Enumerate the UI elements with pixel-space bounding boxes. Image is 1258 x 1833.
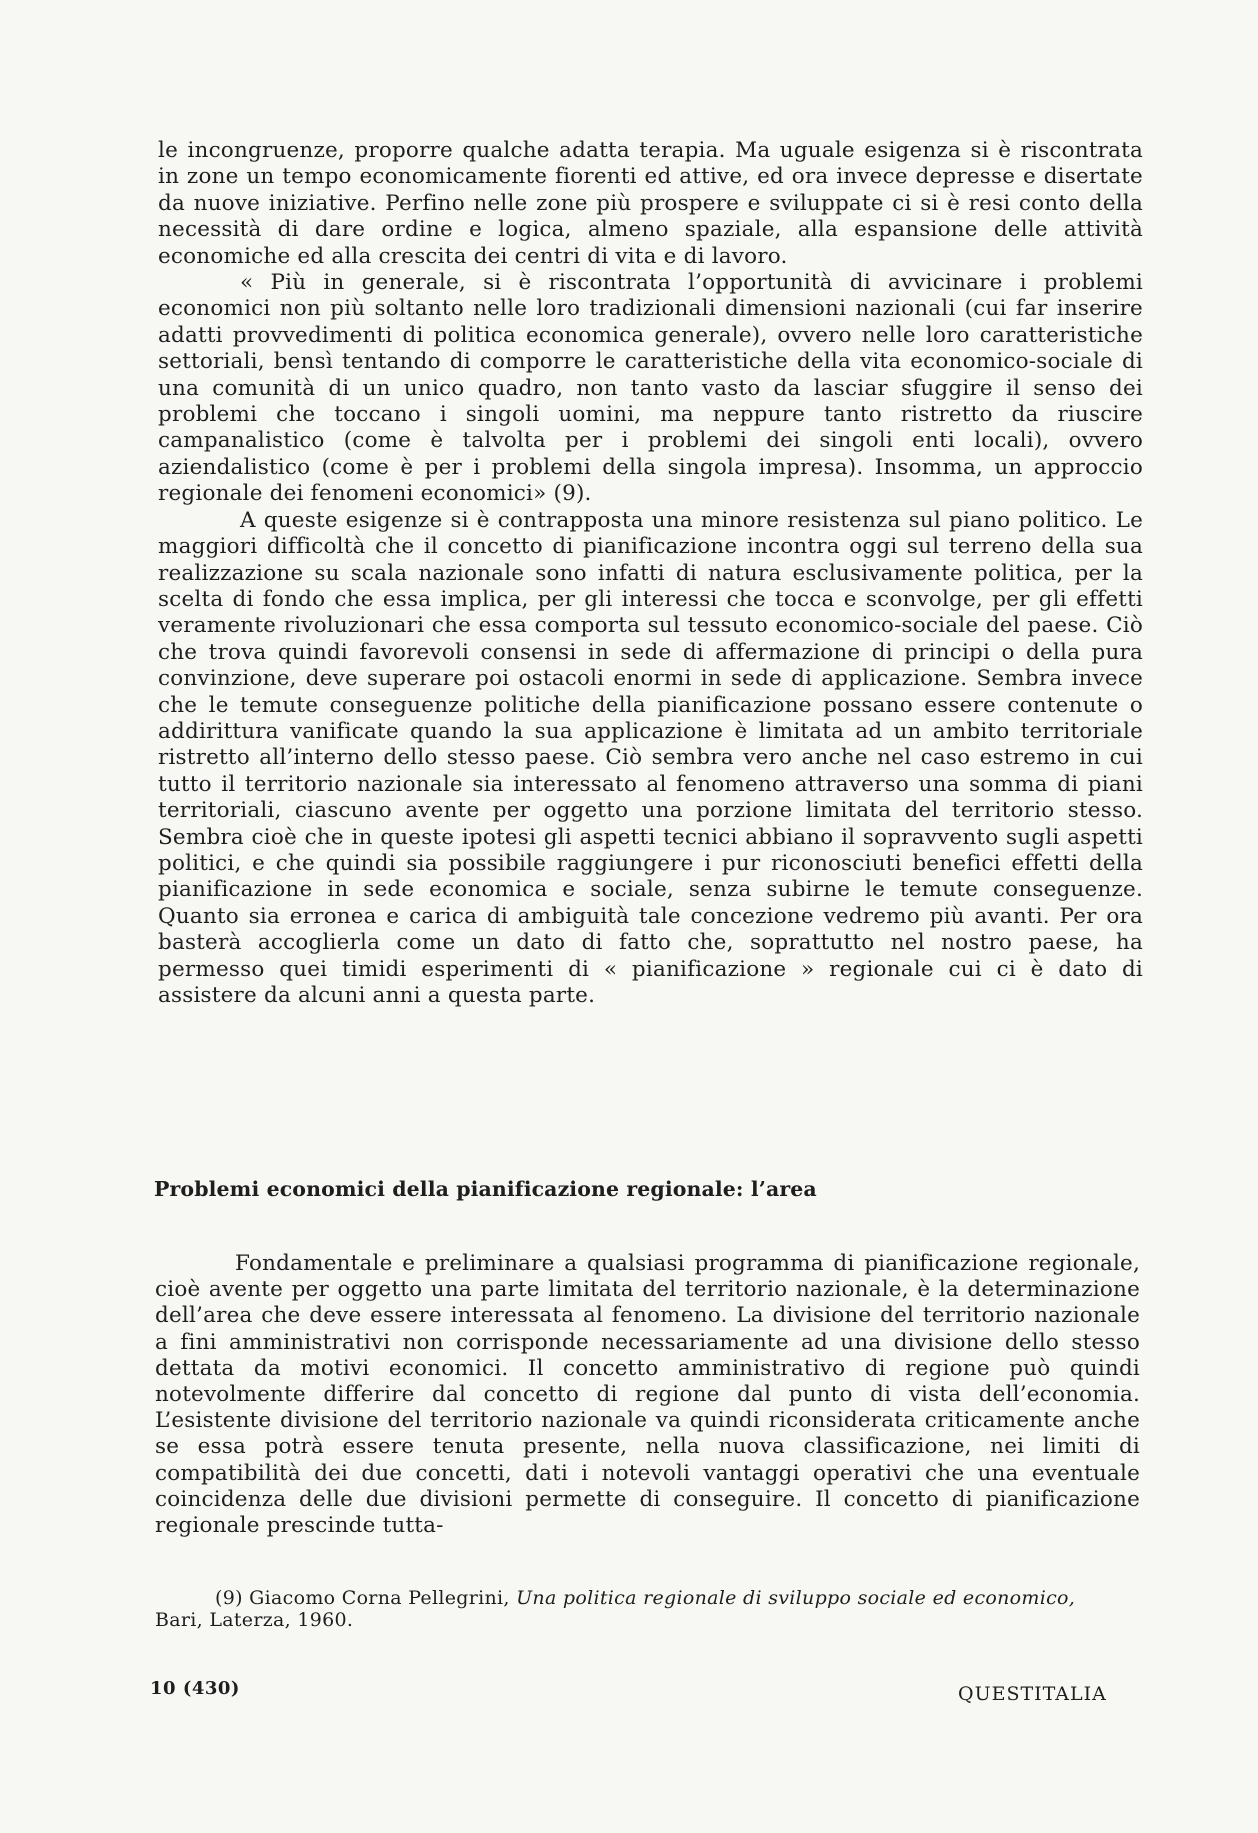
journal-name: QUESTITALIA [958, 1683, 1107, 1705]
section-paragraph: Fondamentale e preliminare a qualsiasi programma di pianificazione regionale, cioè avente per oggetto una parte limitata del territorio nazionale, è la determinazione dell’area che deve essere interessata al fenomeno. La divisione del territorio nazionale a fini amministrativi non corrisponde necessariamente ad una divisione dello stesso dettata da motivi economici. Il concetto amministrativo di regione può quindi notevolmente differire dal concetto di regione dal punto di vista dell’economia. L’esistente divisione del territorio nazionale va quindi riconsiderata criticamente anche se essa potrà essere tenuta presente, nella nuova classificazione, nei limiti di compatibilità dei due concetti, dati i notevoli vantaggi operativi che una eventuale coincidenza delle due divisioni permette di conseguire. Il concetto di pianificazione regionale prescinde tutta- [155, 1251, 1140, 1539]
paragraph-2-quotation: « Più in generale, si è riscontrata l’opportunità di avvicinare i problemi economici non più soltanto nelle loro tradizionali dimensioni nazionali (cui far inserire adatti provvedimenti di politica economica generale), ovvero nelle loro caratteristiche settoriali, bensì tentando di comporre le caratteristiche della vita economico-sociale di una comunità di un unico quadro, non tanto vasto da lasciar sfuggire il senso dei problemi che toccano i singoli uomini, ma neppure tanto ristretto da riuscire campanalistico (come è talvolta per i problemi dei singoli enti locali), ovvero aziendalistico (come è per i problemi della singola impresa). Insomma, un approccio regionale dei fenomeni economici» (9). [158, 270, 1143, 507]
page-number: 10 (430) [150, 1678, 240, 1699]
body-text [158, 138, 1143, 1009]
footnote-title: Una politica regionale di sviluppo sociale ed economico, [516, 1587, 1076, 1609]
paragraph-3: A queste esigenze si è contrapposta una minore resistenza sul piano politico. Le maggiori difficoltà che il concetto di pianificazione incontra oggi sul terreno della sua realizzazione su scala nazionale sono infatti di natura esclusivamente politica, per la scelta di fondo che essa implica, per gli interessi che tocca e sconvolge, per gli effetti veramente rivoluzionari che essa comporta sul tessuto economico-sociale del paese. Ciò che trova quindi favorevoli consensi in sede di affermazione di principi o della pura convinzione, deve superare poi ostacoli enormi in sede di applicazione. Sembra invece che le temute conseguenze politiche della pianificazione possano essere contenute o addirittura vanificate quando la sua applicazione è limitata ad un ambito territoriale ristretto all’interno dello stesso paese. Ciò sembra vero anche nel caso estremo in cui tutto il territorio nazionale sia interessato al fenomeno attraverso una somma di piani territoriali, ciascuno avente per oggetto una porzione limitata del territorio stesso. Sembra cioè che in queste ipotesi gli aspetti tecnici abbiano il sopravvento sugli aspetti politici, e che quindi sia possibile raggiungere i pur riconosciuti benefici effetti della pianificazione in sede economica e sociale, senza subirne le temute conseguenze. Quanto sia erronea e carica di ambiguità tale concezione vedremo più avanti. Per ora basterà accoglierla come un dato di fatto che, soprattutto nel nostro paese, ha permesso quei timidi esperimenti di « pianificazione » regionale cui ci è dato di assistere da alcuni anni a questa parte. [158, 507, 1143, 1008]
footnote-9 [155, 1587, 1125, 1631]
footnote-publication: Bari, Laterza, 1960. [155, 1609, 354, 1631]
footnote-author: Giacomo Corna Pellegrini, [249, 1587, 510, 1609]
footnote-marker: (9) [215, 1587, 243, 1609]
paragraph-1: le incongruenze, proporre qualche adatta terapia. Ma uguale esigenza si è riscontrata in zone un tempo economicamente fiorenti ed attive, ed ora invece depresse e disertate da nuove iniziative. Perfino nelle zone più prospere e sviluppate ci si è resi conto della necessità di dare ordine e logica, almeno spaziale, alla espansione delle attività economiche ed alla crescita dei centri di vita e di lavoro. [158, 138, 1143, 269]
section-body [155, 1251, 1140, 1539]
section-heading: Problemi economici della pianificazione regionale: l’area [154, 1177, 817, 1201]
